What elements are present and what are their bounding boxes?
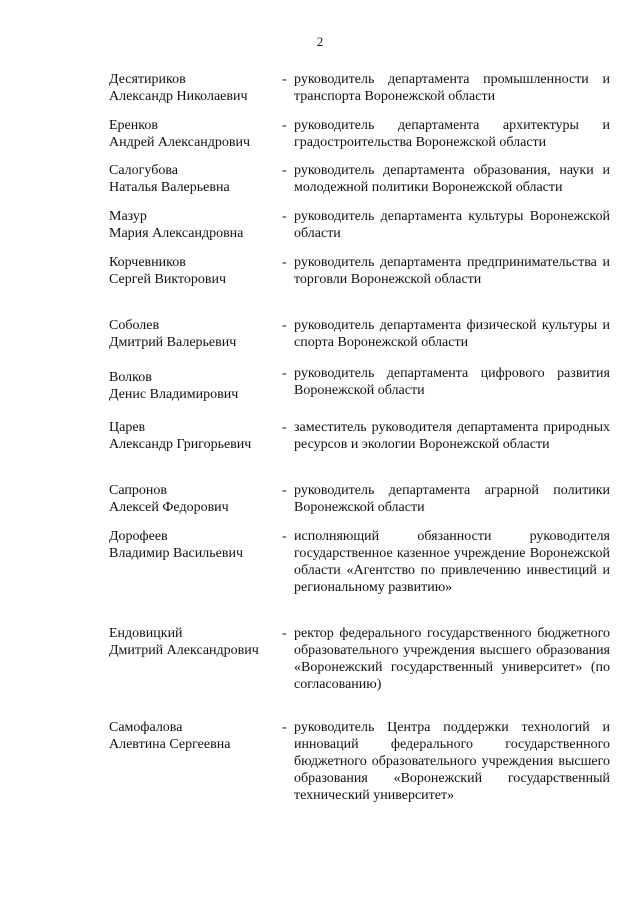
dash: - [282, 626, 287, 641]
position-text: ректор федерального государственного бюджетного образовательного учреждения высшего образования «Воронежский государственный университет» (по согласованию) [294, 626, 610, 692]
position-text: руководитель департамента физической культуры и спорта Воронежской области [294, 318, 610, 350]
person-name: Десятириков Александр Николаевич [109, 72, 248, 104]
position-text: исполняющий обязанности руководителя государственное казенное учреждение Воронежской области «Агентство по привлечению инвестиций и региональному развитию» [294, 529, 610, 595]
dash: - [282, 209, 287, 224]
dash: - [282, 72, 287, 87]
dash: - [282, 420, 287, 435]
position-text: руководитель департамента архитектуры и градостроительства Воронежской области [294, 118, 610, 150]
page-number: 2 [316, 34, 324, 49]
position-text: руководитель Центра поддержки технологий и инноваций федерального государственного бюджетного образовательного учреждения высшего образования «Воронежский государственный технический университет» [294, 720, 610, 803]
position-text: руководитель департамента предпринимательства и торговли Воронежской области [294, 255, 610, 287]
dash: - [282, 529, 287, 544]
position-text: руководитель департамента цифрового развития Воронежской области [294, 366, 610, 398]
person-name: Ендовицкий Дмитрий Александрович [109, 626, 259, 658]
position-text: заместитель руководителя департамента природных ресурсов и экологии Воронежской области [294, 420, 610, 452]
dash: - [282, 118, 287, 133]
person-name: Мазур Мария Александровна [109, 209, 244, 241]
person-name: Соболев Дмитрий Валерьевич [109, 318, 237, 350]
person-name: Дорофеев Владимир Васильевич [109, 529, 243, 561]
dash: - [282, 720, 287, 735]
dash: - [282, 255, 287, 270]
person-name: Волков Денис Владимирович [109, 370, 239, 402]
person-name: Царев Александр Григорьевич [109, 420, 252, 452]
person-name: Сапронов Алексей Федорович [109, 483, 229, 515]
dash: - [282, 163, 287, 178]
position-text: руководитель департамента аграрной политики Воронежской области [294, 483, 610, 515]
position-text: руководитель департамента культуры Воронежской области [294, 209, 610, 241]
dash: - [282, 366, 287, 381]
person-name: Корчевников Сергей Викторович [109, 255, 227, 287]
dash: - [282, 483, 287, 498]
person-name: Еренков Андрей Александрович [109, 118, 251, 150]
person-name: Салогубова Наталья Валерьевна [109, 163, 230, 195]
dash: - [282, 318, 287, 333]
position-text: руководитель департамента образования, науки и молодежной политики Воронежской области [294, 163, 610, 195]
person-name: Самофалова Алевтина Сергеевна [109, 720, 231, 752]
position-text: руководитель департамента промышленности и транспорта Воронежской области [294, 72, 610, 104]
